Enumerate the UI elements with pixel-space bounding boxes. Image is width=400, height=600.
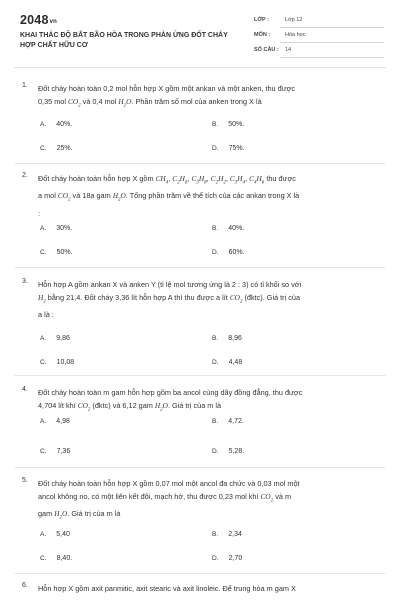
option-c[interactable]: C. 8,40. bbox=[40, 555, 73, 562]
meta-class: LỚP : Lớp 12 bbox=[254, 15, 384, 28]
option-d[interactable]: D. 60%. bbox=[212, 249, 245, 256]
question-text: Đốt cháy hoàn toàn 0,2 mol hỗn hợp X gồm một ankan và một anken, thu được 0,35 mol $CO_2$ và 0,4 mol $H_2O$. Phần trăm số mol của anken trong X là bbox=[38, 84, 296, 109]
option-a[interactable]: A. 4,98 bbox=[40, 418, 70, 425]
option-b[interactable]: B. 4,72. bbox=[212, 418, 244, 425]
option-d[interactable]: D. 75%. bbox=[212, 145, 245, 152]
option-d[interactable]: D. 2,70 bbox=[212, 555, 243, 562]
option-d[interactable]: D. 5,28. bbox=[212, 448, 245, 455]
header-divider bbox=[14, 67, 386, 68]
option-c[interactable]: C. 7,36 bbox=[40, 448, 71, 455]
option-a[interactable]: A. 40%. bbox=[40, 121, 73, 128]
meta-subject: MÔN : Hóa học bbox=[254, 30, 384, 43]
question-divider bbox=[14, 467, 386, 468]
worksheet-header bbox=[0, 0, 400, 62]
option-c[interactable]: C. 10,08 bbox=[40, 359, 75, 366]
option-a[interactable]: A. 5,40 bbox=[40, 531, 70, 538]
option-b[interactable]: B. 40%. bbox=[212, 225, 245, 232]
question-divider bbox=[14, 375, 386, 376]
document-title: KHAI THÁC ĐỘ BẤT BÃO HÒA TRONG PHẢN ỨNG ĐỐT CHÁY HỢP CHẤT HỮU CƠ bbox=[20, 32, 228, 49]
question-divider bbox=[14, 573, 386, 574]
meta-question-count: SỐ CÂU : 14 bbox=[254, 45, 384, 58]
option-b[interactable]: B. 50%. bbox=[212, 121, 245, 128]
question-text: Đốt cháy hoàn toàn hỗn hợp X gồm 0,07 mol một ancol đa chức và 0,03 mol một ancol không no, có một liên kết đôi, mạch hở, thu được 0,23 mol khí $CO_2$ và m gam $H_2O$. Giá trị của m là bbox=[38, 479, 300, 521]
question-divider bbox=[14, 163, 386, 164]
question-text: Hỗn hợp A gồm ankan X và anken Y (tỉ lệ mol tương ứng là 2 : 3) có tỉ khối so với $H_2$ bằng 21,4. Đốt cháy 3,36 lít hỗn hợp A thì thu được a lít $CO_2$ (đktc). Giá trị của a là : bbox=[38, 280, 302, 320]
option-c[interactable]: C. 25%. bbox=[40, 145, 73, 152]
site-logo[interactable]: 2048vn bbox=[20, 13, 58, 27]
question-text: Hỗn hợp X gồm axit panmitic, axit stearic và axit linoleic. Để trung hòa m gam X bbox=[38, 584, 296, 593]
option-a[interactable]: A. 30%. bbox=[40, 225, 73, 232]
question-text: Đốt cháy hoàn toàn hỗn hợp X gồm $CH_4$, $C_2H_6$, $C_3H_8$, $C_2H_2$, $C_3H_4$, $C_4H_6$ thu được a mol $CO_2$ và 18a gam $H_2O$. Tổng phần trăm về thể tích của các ankan trong X là : bbox=[38, 174, 300, 218]
option-a[interactable]: A. 9,86 bbox=[40, 335, 70, 342]
question-divider bbox=[14, 267, 386, 268]
question-text: Đốt cháy hoàn toàn m gam hỗn hợp gồm ba ancol cùng dãy đồng đẳng, thu được 4,704 lít khí $CO_2$ (đktc) và 6,12 gam $H_2O$. Giá trị của m là bbox=[38, 388, 303, 413]
option-b[interactable]: B. 2,34 bbox=[212, 531, 242, 538]
option-b[interactable]: B. 8,96 bbox=[212, 335, 242, 342]
worksheet-page: 2048vn KHAI THÁC ĐỘ BẤT BÃO HÒA TRONG PHẢN ỨNG ĐỐT CHÁY HỢP CHẤT HỮU CƠ LỚP : Lớp 12 MÔN : Hóa học SỐ CÂU : 14 1. Đốt cháy hoàn toàn 0,2 mol hỗn hợp X gồm một ankan và một anken, thu được 0,35 mol $CO_2$ và 0,4 mol $H_2O$. Phần trăm số mol của anken trong X là A. 40%. B. 50%. C. 25%. D. 75%. 2. Đốt cháy hoàn toàn hỗn hợp X gồm $CH_4$, $C_2H_6$, $C_3H_8$, $C_2H_2$, $C_3H_4$, $C_4H_6$ thu được a mol $CO_2$ và 18a gam $H_2O$. Tổng phần trăm về thể tích của các ankan trong X là : A. 30%. B. 40%. C. 50%. D. 60%. 3. Hỗn hợp A gồm ankan X và anken Y (tỉ lệ mol tương ứng là 2 : 3) có tỉ khối so với $H_2$ bằng 21,4. Đốt cháy 3,36 lít hỗn hợp A thì thu được a lít $CO_2$ (đktc). Giá trị của a là : A. 9,86 B. 8,96 C. 10,08 D. 4,48 4. Đốt cháy hoàn toàn m gam hỗn hợp gồm ba ancol cùng dãy đồng đẳng, thu được 4,704 lít khí $CO_2$ (đktc) và 6,12 gam $H_2O$. Giá trị của m là A. 4,98 B. 4,72. C. 7,36 D. 5,28. 5. Đốt cháy hoàn toàn hỗn hợp X gồm 0,07 mol một ancol đa chức và 0,03 mol một ancol không no, có một liên kết đôi, mạch hở, thu được 0,23 mol khí $CO_2$ và m gam $H_2O$. Giá trị của m là A. 5,40 B. 2,34 C. 8,40. D. 2,70 6. Hỗn hợp X gồm axit panmitic, axit stearic và axit linoleic. Để trung hòa m gam X bbox=[0, 0, 400, 600]
option-c[interactable]: C. 50%. bbox=[40, 249, 73, 256]
option-d[interactable]: D. 4,48 bbox=[212, 359, 243, 366]
